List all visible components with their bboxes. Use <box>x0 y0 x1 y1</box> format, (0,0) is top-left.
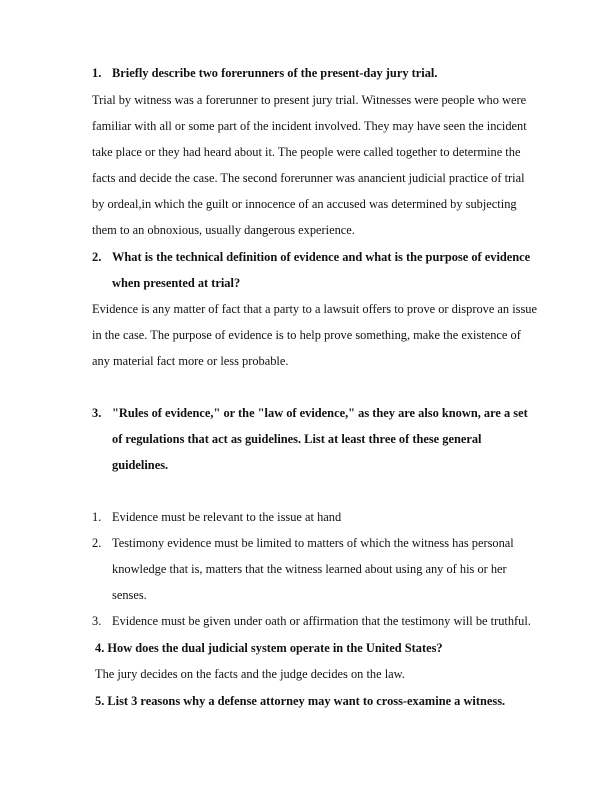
list-item-3 <box>92 614 531 629</box>
list-item-2 <box>92 536 514 551</box>
answer-1-line-4: facts and decide the case. The second forerunner was anancient judicial practice of trial <box>92 171 525 185</box>
question-2-number: 2. <box>92 250 102 264</box>
question-5: 5. List 3 reasons why a defense attorney may want to cross-examine a witness. <box>95 694 506 708</box>
answer-1-line-2: familiar with all or some part of the incident involved. They may have seen the incident <box>92 119 527 133</box>
answer-4: The jury decides on the facts and the judge decides on the law. <box>95 667 405 681</box>
question-2-line-1: What is the technical definition of evidence and what is the purpose of evidence <box>112 250 531 264</box>
answer-2-line-1: Evidence is any matter of fact that a party to a lawsuit offers to prove or disprove an issue <box>92 302 538 316</box>
answer-1-line-3: take place or they had heard about it. The people were called together to determine the <box>92 145 521 159</box>
list-item-1-number: 1. <box>92 510 102 524</box>
answer-1-line-5: by ordeal,in which the guilt or innocence of an accused was determined by subjecting <box>92 197 517 211</box>
list-item-3-text: Evidence must be given under oath or affirmation that the testimony will be truthful. <box>112 614 531 628</box>
question-3-line-3: guidelines. <box>112 458 169 472</box>
question-1-text: Briefly describe two forerunners of the present-day jury trial. <box>112 66 438 80</box>
question-3-line-2: of regulations that act as guidelines. List at least three of these general <box>112 432 482 446</box>
question-1 <box>92 66 437 81</box>
question-3 <box>92 406 528 421</box>
list-item-2-line-3: senses. <box>112 588 147 602</box>
question-3-line-1: "Rules of evidence," or the "law of evidence," as they are also known, are a set <box>112 406 528 420</box>
answer-2-line-2: in the case. The purpose of evidence is to help prove something, make the existence of <box>92 328 521 342</box>
list-item-2-number: 2. <box>92 536 102 550</box>
answer-1-line-1: Trial by witness was a forerunner to present jury trial. Witnesses were people who were <box>92 93 527 107</box>
question-3-number: 3. <box>92 406 102 420</box>
question-2 <box>92 250 530 265</box>
list-item-3-number: 3. <box>92 614 102 628</box>
list-item-1 <box>92 510 341 525</box>
question-1-number: 1. <box>92 66 102 80</box>
list-item-2-line-2: knowledge that is, matters that the witness learned about using any of his or her <box>112 562 507 576</box>
question-2-line-2: when presented at trial? <box>112 276 241 290</box>
answer-1-line-6: them to an obnoxious, usually dangerous experience. <box>92 223 355 237</box>
question-4: 4. How does the dual judicial system operate in the United States? <box>95 641 443 655</box>
list-item-2-line-1: Testimony evidence must be limited to matters of which the witness has personal <box>112 536 514 550</box>
list-item-1-text: Evidence must be relevant to the issue at hand <box>112 510 342 524</box>
answer-2-line-3: any material fact more or less probable. <box>92 354 289 368</box>
